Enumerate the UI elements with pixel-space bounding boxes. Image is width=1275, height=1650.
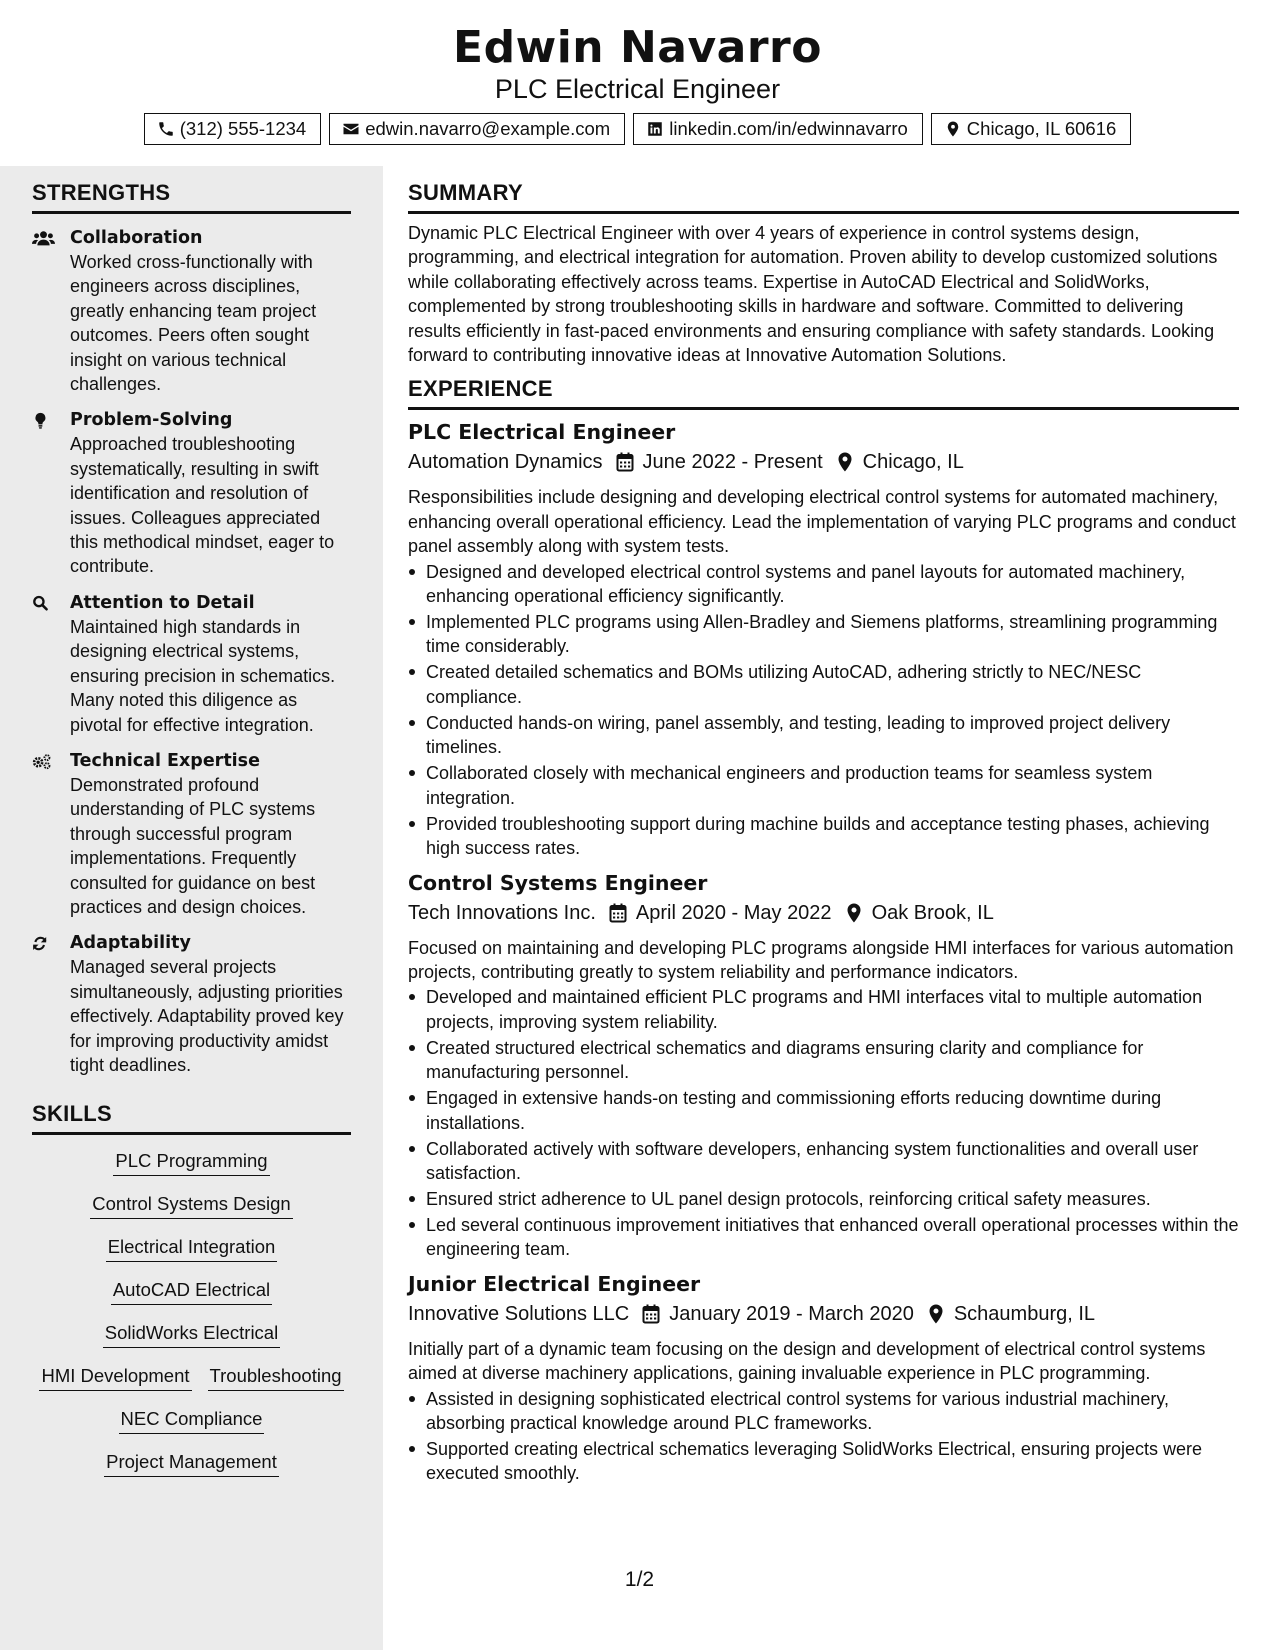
bullet-item: Developed and maintained efficient PLC programs and HMI interfaces vital to multiple automation projects, improving system reliability. — [408, 985, 1239, 1034]
strength-title: Collaboration — [70, 228, 203, 248]
users-icon — [32, 229, 55, 248]
calendar-icon — [609, 903, 627, 923]
skill-tag: Control Systems Design — [90, 1192, 292, 1219]
lightbulb-icon — [32, 411, 55, 430]
skills-list — [32, 1149, 351, 1477]
job-company: Automation Dynamics — [408, 451, 603, 474]
job-location: Oak Brook, IL — [871, 901, 994, 924]
job-description: Focused on maintaining and developing PLC programs alongside HMI interfaces for various automation projects, contributing greatly to system reliability and performance indicators. — [408, 937, 1234, 982]
strength-title: Adaptability — [70, 933, 191, 954]
candidate-role: PLC Electrical Engineer — [494, 74, 781, 104]
linkedin-icon — [646, 120, 664, 138]
job-dates: June 2022 - Present — [642, 451, 823, 474]
contact-email-text: edwin.navarro@example.com — [365, 118, 611, 139]
job-company: Tech Innovations Inc. — [408, 901, 596, 924]
page-number-text: 1/2 — [624, 1568, 655, 1591]
calendar-icon — [616, 452, 634, 472]
strength-title: Technical Expertise — [70, 750, 260, 771]
job-dates: January 2019 - March 2020 — [669, 1302, 914, 1325]
bullet-item: Designed and developed electrical control systems and panel layouts for automated machinery, enhancing operational efficiency significantly. — [408, 560, 1239, 609]
strength-description: Maintained high standards in designing electrical systems, ensuring precision in schematics. Many noted this diligence as pivotal for effective integration. — [70, 616, 336, 735]
map-pin-icon — [836, 452, 854, 472]
contact-phone-text: (312) 555-1234 — [179, 118, 307, 139]
job-title: PLC Electrical Engineer — [408, 420, 676, 445]
job-description: Responsibilities include designing and developing electrical control systems for automated machinery, enhancing overall operational efficiency. Lead the implementation of varying PLC programs and conduct panel assembly along with system tests. — [408, 487, 1236, 557]
contact-location-text: Chicago, IL 60616 — [966, 118, 1117, 139]
contact-linkedin-text: linkedin.com/in/edwinnavarro — [669, 118, 908, 139]
sidebar — [0, 166, 383, 1650]
bullet-item: Led several continuous improvement initiatives that enhanced overall operational processes within the engineering team. — [408, 1213, 1239, 1262]
job-entry — [408, 417, 1239, 860]
envelope-icon — [342, 120, 360, 138]
strengths-title: STRENGTHS — [32, 180, 351, 214]
bullet-item: Collaborated closely with mechanical engineers and production teams for seamless system integration. — [408, 761, 1239, 810]
bullet-item: Provided troubleshooting support during machine builds and acceptance testing phases, achieving high success rates. — [408, 812, 1239, 861]
bullet-item: Collaborated actively with software developers, enhancing system functionalities and overall user satisfaction. — [408, 1137, 1239, 1186]
skill-tag: Troubleshooting — [208, 1364, 344, 1391]
skill-tag: Project Management — [104, 1450, 279, 1477]
strength-title: Problem-Solving — [70, 410, 233, 431]
contact-phone[interactable] — [144, 113, 322, 145]
contact-location[interactable] — [931, 113, 1131, 145]
map-pin-icon — [845, 903, 863, 923]
job-bullets — [408, 985, 1239, 1261]
map-pin-icon — [944, 120, 962, 138]
bullet-item: Supported creating electrical schematics leveraging SolidWorks Electrical, ensuring projects were executed smoothly. — [408, 1437, 1239, 1486]
job-meta — [408, 898, 1239, 928]
skill-tag: HMI Development — [39, 1364, 191, 1391]
contact-email[interactable] — [329, 113, 625, 145]
skill-tag: Electrical Integration — [106, 1235, 278, 1262]
bullet-item: Assisted in designing sophisticated electrical control systems for various industrial machinery, absorbing practical knowledge around PLC frameworks. — [408, 1387, 1239, 1436]
skill-tag: PLC Programming — [113, 1149, 269, 1176]
job-entry — [408, 868, 1239, 1262]
skills-title: SKILLS — [32, 1101, 351, 1135]
strength-description: Worked cross-functionally with engineers across disciplines, greatly enhancing team project outcomes. Peers often sought insight on various technical challenges. — [70, 252, 317, 395]
job-entry — [408, 1269, 1239, 1486]
resume-header — [0, 0, 1275, 166]
bullet-item: Created detailed schematics and BOMs utilizing AutoCAD, adhering strictly to NEC/NESC compliance. — [408, 660, 1239, 709]
bullet-item: Conducted hands-on wiring, panel assembly, and testing, leading to improved project delivery timelines. — [408, 711, 1239, 760]
job-bullets — [408, 560, 1239, 861]
skill-tag: SolidWorks Electrical — [103, 1321, 280, 1348]
phone-icon — [157, 120, 175, 138]
refresh-icon — [32, 934, 55, 953]
job-description: Initially part of a dynamic team focusing on the design and development of electrical control systems aimed at diverse machinery applications, gaining invaluable experience in PLC programming. — [408, 1338, 1206, 1384]
map-pin-icon — [927, 1304, 945, 1324]
bullet-item: Ensured strict adherence to UL panel design protocols, reinforcing critical safety measures. — [408, 1187, 1239, 1211]
bullet-item: Implemented PLC programs using Allen-Bradley and Siemens platforms, streamlining programming time considerably. — [408, 610, 1239, 659]
job-title: Junior Electrical Engineer — [408, 1271, 701, 1296]
experience-title: EXPERIENCE — [408, 376, 1239, 410]
candidate-name: Edwin Navarro — [453, 22, 822, 73]
job-title: Control Systems Engineer — [408, 870, 708, 895]
bullet-item: Engaged in extensive hands-on testing and commissioning efforts reducing downtime during installations. — [408, 1086, 1239, 1135]
summary-text: Dynamic PLC Electrical Engineer with over 4 years of experience in control systems design, programming, and electrical integration for automation. Proven ability to develop customized solutions while collaborating effectively across teams. Expertise in AutoCAD Electrical and SolidWorks, complemented by strong troubleshooting skills in hardware and software. Committed to delivering results efficiently in fast-paced environments and ensuring compliance with safety standards. Looking forward to contributing innovative ideas at Innovative Automation Solutions. — [408, 223, 1218, 366]
strength-description: Approached troubleshooting systematically, resulting in swift identification and resolution of issues. Colleagues appreciated this methodical mindset, eager to contribute. — [70, 434, 335, 577]
contact-linkedin[interactable] — [633, 113, 923, 145]
main-content — [408, 180, 1239, 1487]
bullet-item: Created structured electrical schematics and diagrams ensuring clarity and compliance for manufacturing personnel. — [408, 1036, 1239, 1085]
job-location: Chicago, IL — [862, 451, 964, 474]
job-meta — [408, 447, 1239, 477]
calendar-icon — [642, 1304, 660, 1324]
job-company: Innovative Solutions LLC — [408, 1302, 630, 1325]
strength-item — [32, 591, 351, 737]
strength-description: Demonstrated profound understanding of PLC systems through successful program implementations. Frequently consulted for guidance on best practices and design choices. — [70, 774, 316, 917]
job-location: Schaumburg, IL — [953, 1302, 1096, 1325]
skill-tag: NEC Compliance — [119, 1407, 265, 1434]
contact-bar — [0, 113, 1275, 145]
strength-item — [32, 931, 351, 1077]
magnifier-icon — [32, 594, 55, 613]
strength-description: Managed several projects simultaneously, adjusting priorities effectively. Adaptability proved key for improving productivity amidst tight deadlines. — [70, 957, 344, 1075]
strength-item — [32, 749, 351, 919]
job-dates: April 2020 - May 2022 — [635, 901, 832, 924]
strength-item — [32, 408, 351, 578]
page-number — [0, 1568, 1275, 1592]
strength-item — [32, 226, 351, 396]
job-meta — [408, 1299, 1239, 1329]
skill-tag: AutoCAD Electrical — [111, 1278, 272, 1305]
gears-icon — [32, 752, 55, 771]
summary-title: SUMMARY — [408, 180, 1239, 214]
job-bullets — [408, 1387, 1239, 1486]
strength-title: Attention to Detail — [70, 592, 255, 613]
